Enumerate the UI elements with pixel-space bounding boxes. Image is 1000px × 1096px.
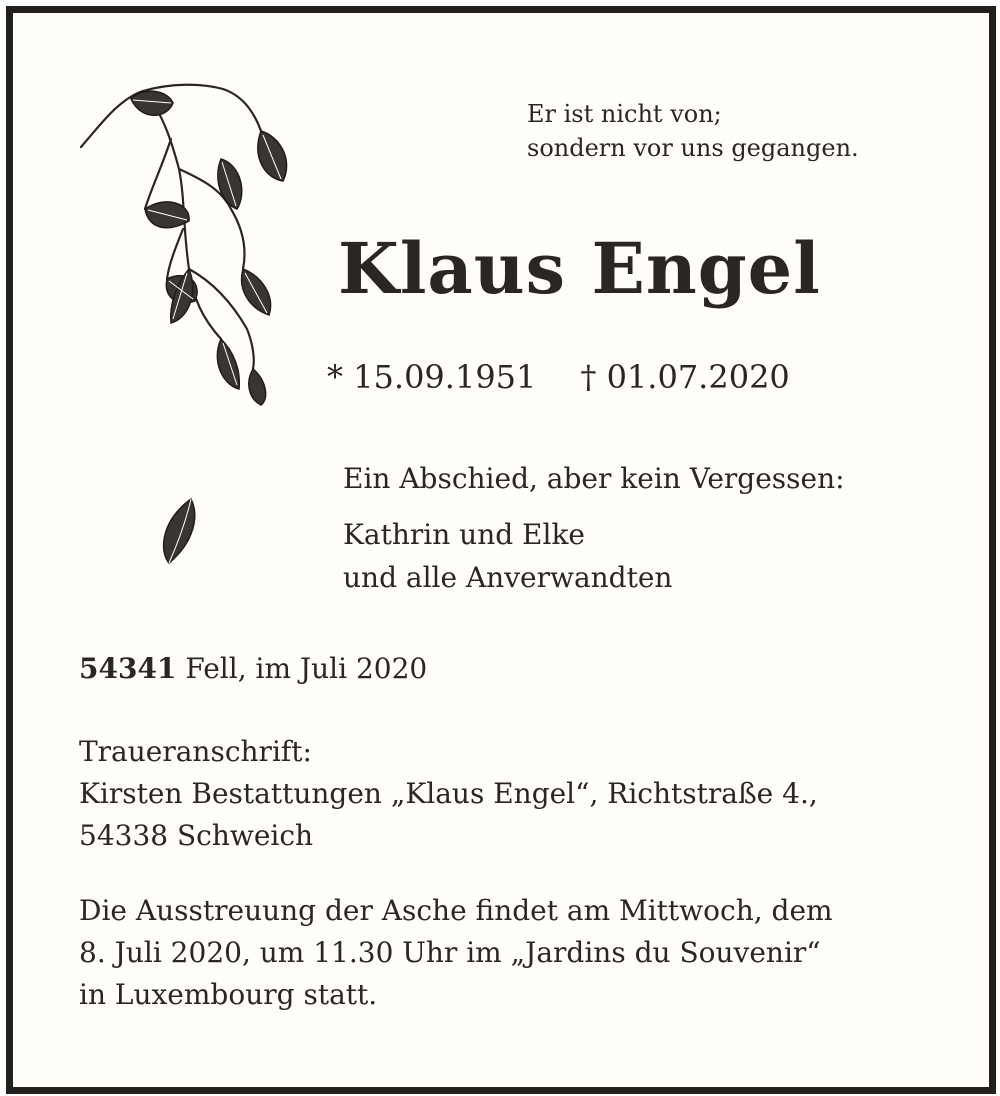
obituary-notice <box>6 6 996 1094</box>
place-date-text: Fell, im Juli 2020 <box>176 652 428 685</box>
life-dates <box>327 355 790 399</box>
birth-date: * 15.09.1951 <box>327 358 537 396</box>
death-date: † 01.07.2020 <box>580 358 790 396</box>
mourner-line: Kathrin und Elke <box>343 518 585 551</box>
address-line: 54338 Schweich <box>79 819 314 852</box>
falling-leaf-icon <box>151 491 201 571</box>
mourner-line: und alle Anverwandten <box>343 561 673 594</box>
mourners <box>343 513 672 599</box>
motto-quote <box>527 97 859 165</box>
address-heading: Traueranschrift: <box>79 735 312 768</box>
ceremony-info <box>79 890 833 1016</box>
farewell-line: Ein Abschied, aber kein Vergessen: <box>343 462 845 495</box>
ceremony-line: in Luxembourg statt. <box>79 978 378 1011</box>
ceremony-line: 8. Juli 2020, um 11.30 Uhr im „Jardins du Souvenir“ <box>79 936 821 969</box>
motto-line: Er ist nicht von; <box>527 100 722 128</box>
place-and-date <box>79 649 427 689</box>
mourning-address <box>79 731 818 857</box>
motto-line: sondern vor uns gegangen. <box>527 134 859 162</box>
deceased-name: Klaus Engel <box>338 227 821 310</box>
ceremony-line: Die Ausstreuung der Asche findet am Mittwoch, dem <box>79 894 833 927</box>
birch-branch-icon <box>71 69 301 409</box>
postal-code: 54341 <box>79 652 177 685</box>
address-line: Kirsten Bestattungen „Klaus Engel“, Richtstraße 4., <box>79 777 818 810</box>
